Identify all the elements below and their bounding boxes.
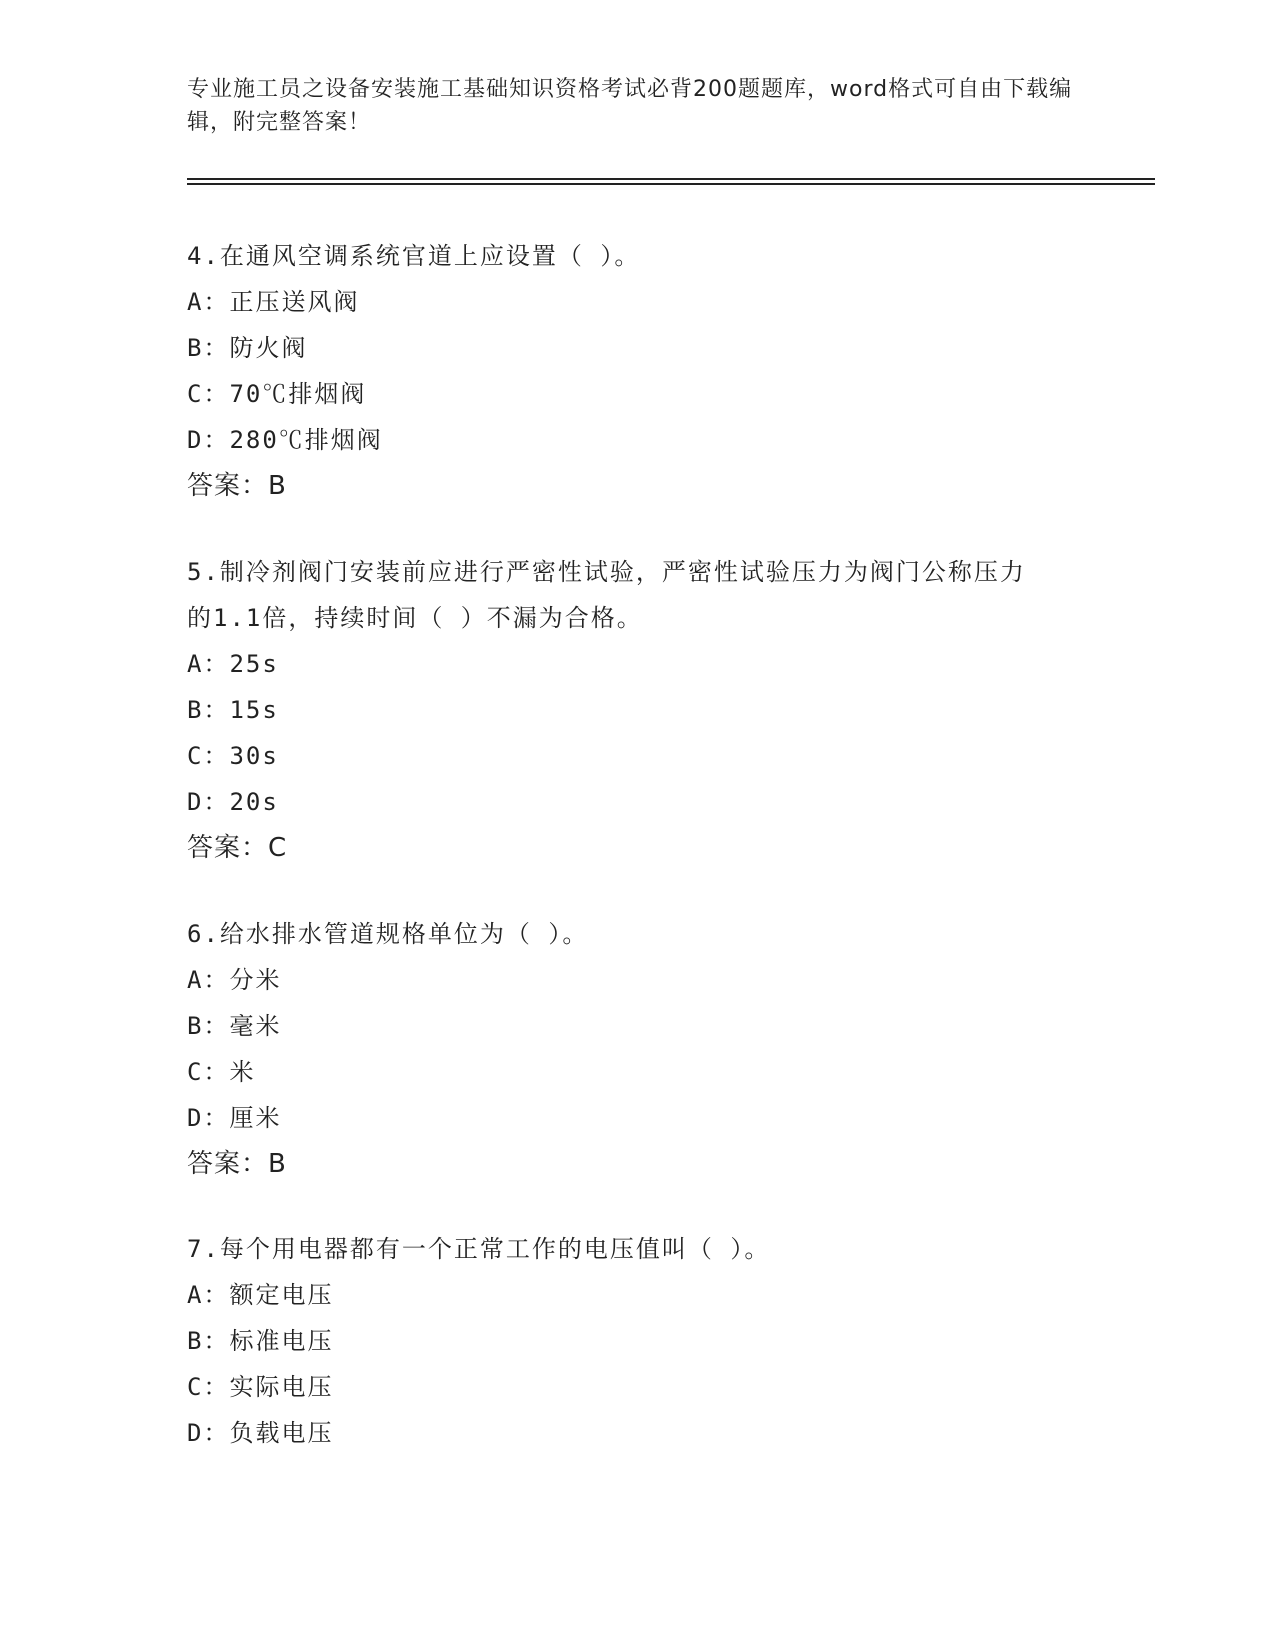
question-block — [187, 233, 1087, 509]
header-divider-bottom — [187, 183, 1155, 185]
question-block — [187, 1226, 1087, 1456]
option-a: A：额定电压 — [187, 1281, 334, 1309]
option-b: B：标准电压 — [187, 1327, 334, 1355]
option-a: A：25s — [187, 650, 279, 678]
question-stem: 5.制冷剂阀门安装前应进行严密性试验，严密性试验压力为阀门公称压力的1.1倍，持续时间（ ）不漏为合格。 — [187, 558, 1026, 632]
answer: 答案：B — [187, 471, 287, 501]
option-b: B：15s — [187, 696, 279, 724]
document-header: 专业施工员之设备安装施工基础知识资格考试必背200题题库，word格式可自由下载编辑，附完整答案！ — [187, 77, 1073, 135]
option-b: B：毫米 — [187, 1012, 282, 1040]
question-stem: 6.给水排水管道规格单位为（ ）。 — [187, 920, 589, 948]
option-d: D：负载电压 — [187, 1419, 334, 1447]
answer: 答案：B — [187, 1149, 287, 1179]
option-b: B：防火阀 — [187, 334, 308, 362]
option-c: C：实际电压 — [187, 1373, 334, 1401]
question-block — [187, 549, 1087, 871]
option-d: D：280℃排烟阀 — [187, 426, 383, 454]
header-divider-top — [187, 178, 1155, 180]
question-stem: 4.在通风空调系统官道上应设置（ ）。 — [187, 242, 641, 270]
option-a: A：分米 — [187, 966, 282, 994]
question-stem: 7.每个用电器都有一个正常工作的电压值叫（ ）。 — [187, 1235, 771, 1263]
option-c: C：30s — [187, 742, 279, 770]
option-d: D：20s — [187, 788, 279, 816]
answer: 答案：C — [187, 833, 288, 863]
option-d: D：厘米 — [187, 1104, 282, 1132]
option-c: C：米 — [187, 1058, 256, 1086]
question-block — [187, 911, 1087, 1187]
option-a: A：正压送风阀 — [187, 288, 360, 316]
option-c: C：70℃排烟阀 — [187, 380, 367, 408]
